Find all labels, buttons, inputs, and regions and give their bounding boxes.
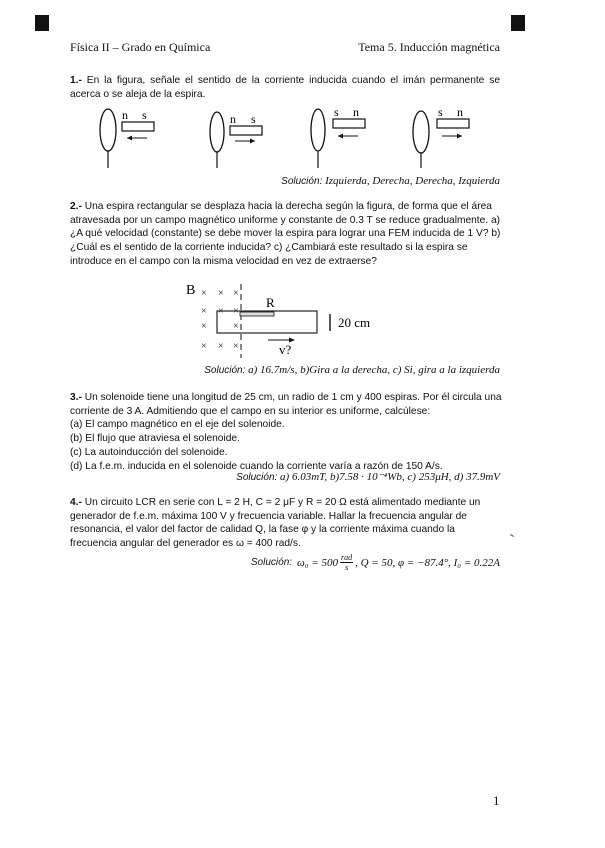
fraction-numerator: rad [341,553,353,562]
corner-mark-right [511,15,525,31]
loop-2 [210,112,262,168]
q3-solution [236,470,500,483]
q1-statement [70,74,500,101]
arrow-left-icon [338,134,343,139]
q2-number: 2.- [70,201,82,212]
height-label: 20 cm [338,315,371,330]
fraction-denominator: s [345,563,349,572]
q4-line-2: generador de f.e.m. máxima 100 V y frecuencia variable. Hallar la frecuencia angular de [70,510,467,522]
stray-mark [510,534,514,537]
loop-1 [100,108,154,168]
q1-solution [281,175,500,187]
q3-solution-label: Solución: [236,472,278,483]
cross: × [233,341,239,352]
magnet-1-pole-left: n [122,108,128,122]
magnet-1-pole-right: s [142,108,147,122]
cross: × [201,306,207,317]
magnet-2-pole-left: n [230,112,236,126]
cross: × [233,288,239,299]
q3-solution-answer: a) 6.03mT, b)7.58 · 10⁻⁴Wb, c) 253μH, d) 37.9mV [280,471,500,483]
q3-item-a: (a) El campo magnético en el eje del solenoide. [70,419,285,431]
field-crosses [201,288,239,352]
q2-solution-label: Solución: [204,365,246,376]
magnet-3-pole-right: n [353,105,359,119]
arrow-left-icon [127,136,132,141]
q4-solution-omega: ω₀ = 500 [297,556,339,569]
q1-number: 1.- [70,75,82,86]
q3-item-c: (c) La autoinducción del solenoide. [70,446,228,458]
q1-solution-answer: Izquierda, Derecha, Derecha, Izquierda [325,175,500,187]
loop-4 [413,105,469,168]
q3-item-b: (b) El flujo que atraviesa el solenoide. [70,433,240,445]
cross: × [218,306,224,317]
q4-line-1: Un circuito LCR en serie con L = 2 H, C = 2 μF y R = 20 Ω está alimentado mediante un [84,497,481,508]
q4-line-3: resonancia, el valor del factor de calidad Q, la fase φ y la corriente máxima cuando la [70,524,455,536]
magnet-4-pole-right: n [457,105,463,119]
q2-line-2: atravesada por un campo magnético uniforme y constante de 0.3 T se reduce gradualmente. a) [70,214,501,226]
q1-text: En la figura, señale el sentido de la corriente inducida cuando el imán permanente se acerca o se aleja de la espira. [70,75,500,100]
q1-figure [90,104,490,174]
q4-solution-fraction [340,553,353,572]
loop-3 [311,105,365,168]
q4-solution [251,553,500,572]
q4-solution-rest: , Q = 50, φ = −87.4°, I₀ = 0.22A [355,556,500,569]
velocity-label: v? [279,342,292,357]
q2-solution [204,364,500,376]
q3-item-d: (d) La f.e.m. inducida en el solenoide cuando la corriente varía a razón de 150 A/s. [70,460,443,472]
cross: × [201,321,207,332]
q2-figure [180,278,400,362]
cross: × [218,288,224,299]
q2-line-5: introduce en el campo con la misma velocidad en vez de extraerse? [70,255,377,267]
cross: × [201,341,207,352]
q1-solution-label: Solución: [281,176,323,187]
q4-statement [70,496,500,551]
q3-number: 3.- [70,392,82,403]
corner-mark-left [35,15,49,31]
q2-line-3: ¿A qué velocidad (constante) se debe mover la espira para lograr una FEM inducida de 1 V? b) [70,228,501,240]
cross: × [233,321,239,332]
cross: × [233,306,239,317]
q3-statement [70,391,500,473]
field-label: B [186,283,196,298]
cross: × [218,341,224,352]
q3-line-1: Un solenoide tiene una longitud de 25 cm, un radio de 1 cm y 400 espiras. Por él circula una [84,392,502,403]
q4-solution-label: Solución: [250,557,293,568]
page-number: 1 [493,793,500,808]
header-course: Física II – Grado en Química [70,40,211,54]
magnet-2-pole-right: s [251,112,256,126]
resistor-label: R [266,295,275,310]
arrow-right-icon [457,134,462,139]
cross: × [201,288,207,299]
q2-statement [70,200,500,269]
magnet-3-pole-left: s [334,105,339,119]
q4-number: 4.- [70,497,82,508]
header-topic: Tema 5. Inducción magnética [358,40,500,54]
arrow-right-icon [250,139,255,144]
magnet-4-pole-left: s [438,105,443,119]
q2-line-1: Una espira rectangular se desplaza hacia la derecha según la figura, de forma que el área [84,201,492,212]
resistor [240,312,274,316]
q2-line-4: ¿Cuál es el sentido de la corriente inducida? c) ¿Cambiará este resultado si la espira se [70,242,468,254]
q4-line-4: frecuencia angular del generador es ω = 400 rad/s. [70,538,301,550]
q3-line-2: corriente de 3 A. Admitiendo que el campo en su interior es uniforme, calcúlese: [70,405,431,417]
q2-solution-answer: a) 16.7m/s, b)Gira a la derecha, c) Si, gira a la izquierda [248,364,500,376]
